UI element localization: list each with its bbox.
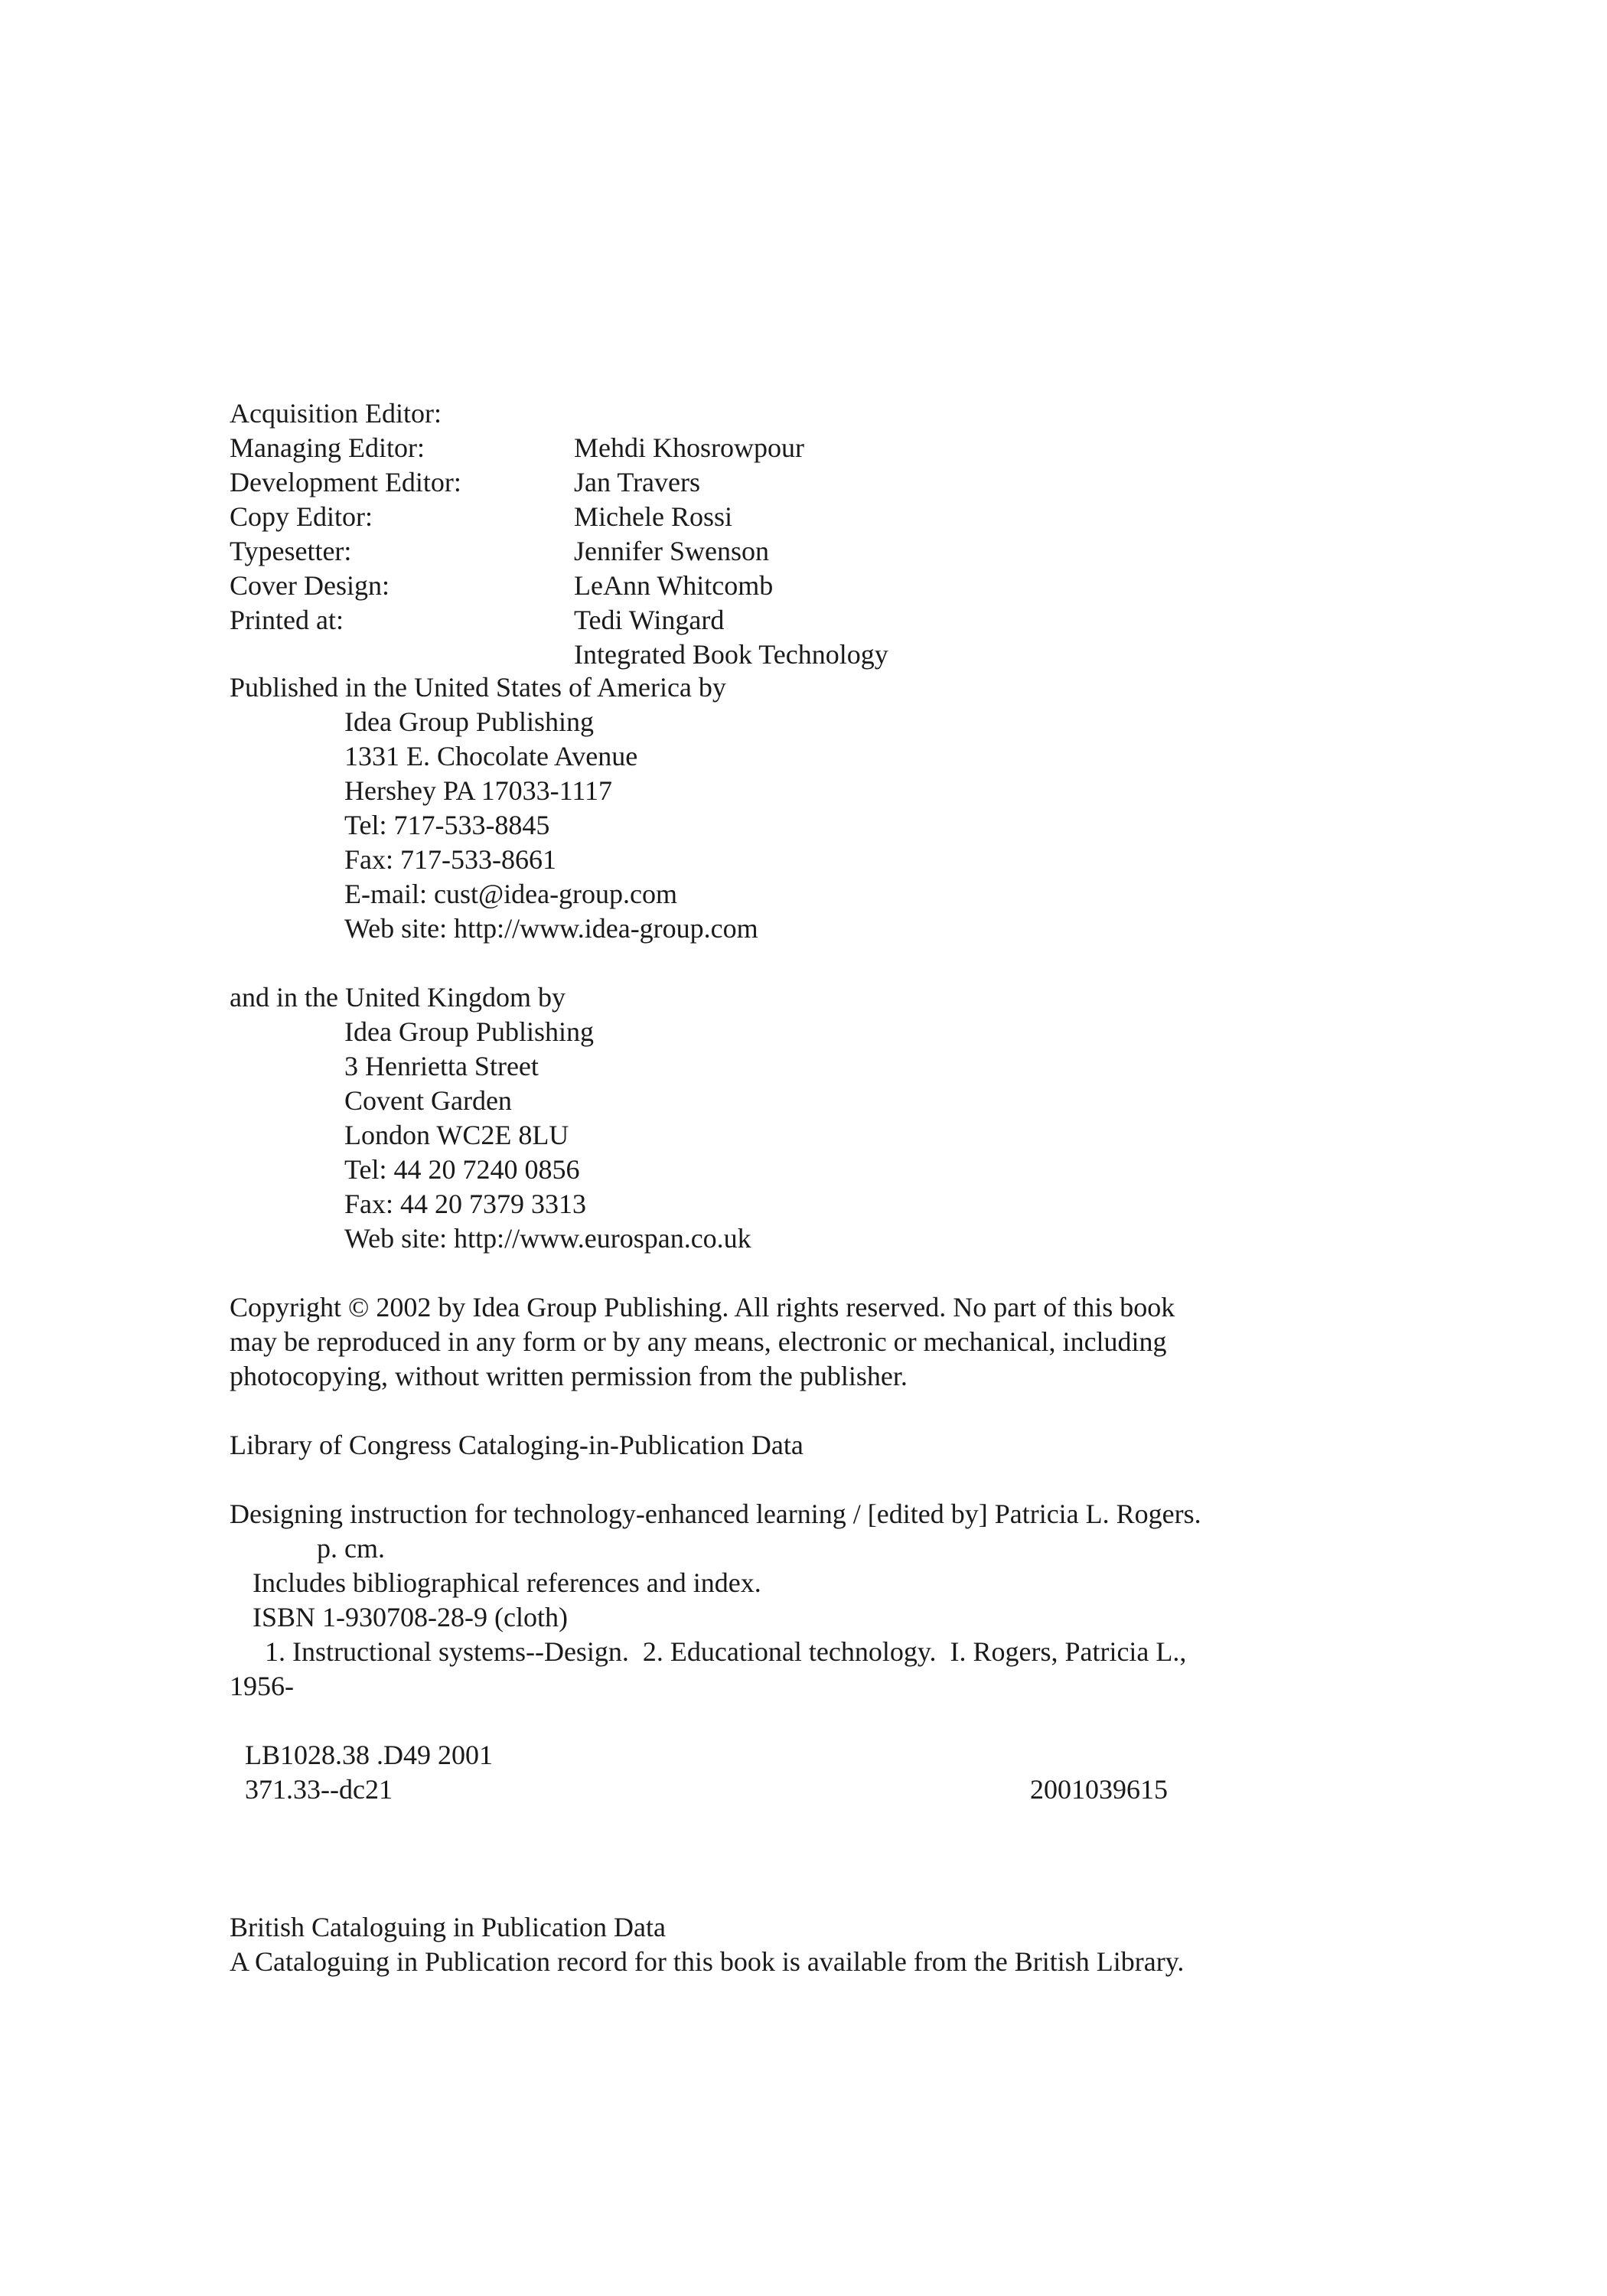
us-publisher-intro: Published in the United States of America by <box>230 672 726 703</box>
loc-lccn: 2001039615 <box>1030 1774 1168 1805</box>
us-publisher-line: Hershey PA 17033-1117 <box>344 775 612 806</box>
credit-role: Cover Design: <box>230 570 390 601</box>
loc-title-line: Designing instruction for technology-enhanced learning / [edited by] Patricia L. Rogers. <box>230 1499 1201 1529</box>
copyright-line: may be reproduced in any form or by any means, electronic or mechanical, including <box>230 1326 1167 1357</box>
us-publisher-line: Fax: 717-533-8661 <box>344 844 556 875</box>
uk-publisher-line: 3 Henrietta Street <box>344 1051 539 1081</box>
credit-name: LeAnn Whitcomb <box>574 570 774 601</box>
british-text: A Cataloguing in Publication record for this book is available from the British Library. <box>230 1946 1185 1977</box>
credit-name: Jan Travers <box>574 467 701 497</box>
loc-includes: Includes bibliographical references and index. <box>253 1567 761 1598</box>
credit-role: Typesetter: <box>230 536 352 566</box>
uk-publisher-website: Web site: http://www.eurospan.co.uk <box>344 1223 751 1254</box>
uk-publisher-line: London WC2E 8LU <box>344 1120 569 1150</box>
loc-subjects: 1. Instructional systems--Design. 2. Educational technology. I. Rogers, Patricia L., <box>265 1636 1187 1667</box>
us-publisher-line: Idea Group Publishing <box>344 706 594 737</box>
credit-name: Michele Rossi <box>574 501 732 532</box>
loc-isbn: ISBN 1-930708-28-9 (cloth) <box>253 1602 568 1632</box>
credit-name: Integrated Book Technology <box>574 639 888 670</box>
credit-name: Mehdi Khosrowpour <box>574 432 804 463</box>
us-publisher-line: Tel: 717-533-8845 <box>344 810 550 840</box>
uk-publisher-line: Fax: 44 20 7379 3313 <box>344 1189 587 1219</box>
us-publisher-email: E-mail: cust@idea-group.com <box>344 879 678 909</box>
us-publisher-website: Web site: http://www.idea-group.com <box>344 913 758 944</box>
loc-pcm: p. cm. <box>317 1533 385 1564</box>
loc-heading: Library of Congress Cataloging-in-Publication Data <box>230 1430 804 1460</box>
uk-publisher-line: Tel: 44 20 7240 0856 <box>344 1154 580 1185</box>
loc-lc-class: LB1028.38 .D49 2001 <box>245 1740 493 1770</box>
uk-publisher-line: Idea Group Publishing <box>344 1016 594 1047</box>
us-publisher-line: 1331 E. Chocolate Avenue <box>344 741 638 771</box>
loc-dewey: 371.33--dc21 <box>245 1774 393 1805</box>
uk-publisher-line: Covent Garden <box>344 1085 512 1116</box>
credit-role: Printed at: <box>230 605 344 635</box>
credit-role: Development Editor: <box>230 467 461 497</box>
loc-subjects-cont: 1956- <box>230 1671 294 1701</box>
credit-name: Jennifer Swenson <box>574 536 769 566</box>
copyright-line: Copyright © 2002 by Idea Group Publishing. All rights reserved. No part of this book <box>230 1292 1175 1322</box>
credit-role: Managing Editor: <box>230 432 425 463</box>
british-heading: British Cataloguing in Publication Data <box>230 1912 666 1942</box>
uk-publisher-intro: and in the United Kingdom by <box>230 982 566 1013</box>
credit-role: Copy Editor: <box>230 501 373 532</box>
credit-role: Acquisition Editor: <box>230 398 442 429</box>
copyright-line: photocopying, without written permission from the publisher. <box>230 1361 908 1391</box>
credit-name: Tedi Wingard <box>574 605 725 635</box>
